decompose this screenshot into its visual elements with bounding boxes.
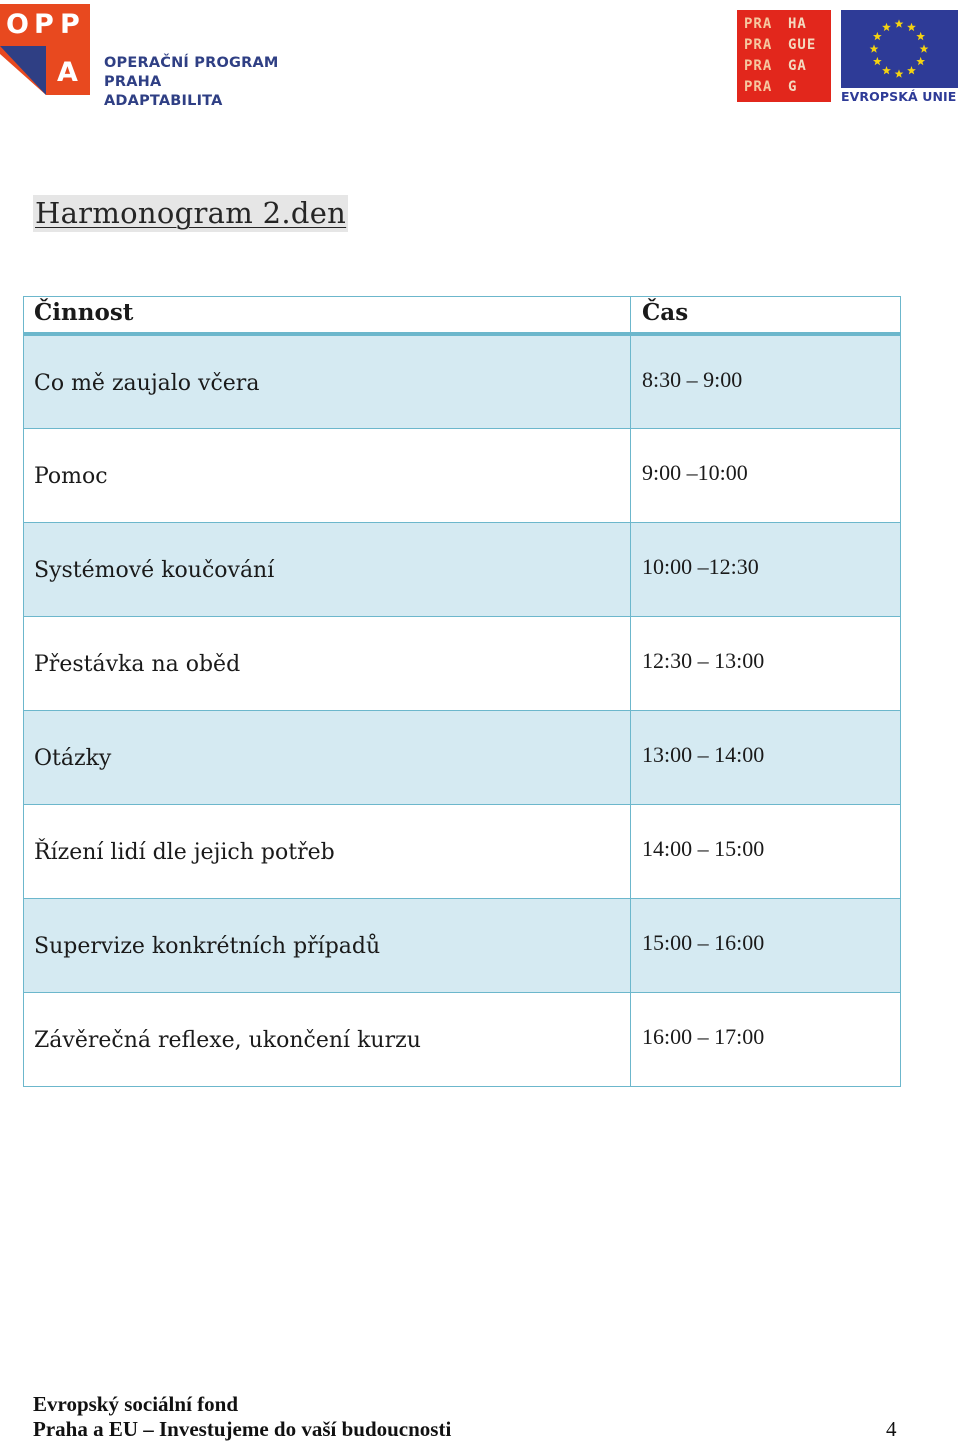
time-cell: 16:00 – 17:00 [631, 992, 901, 1086]
activity-cell: Řízení lidí dle jejich potřeb [24, 804, 631, 898]
eu-star-icon [916, 57, 925, 65]
table-row [24, 334, 901, 428]
eu-logo-caption: EVROPSKÁ UNIE [841, 89, 957, 104]
schedule-table [23, 296, 901, 1087]
time-cell: 8:30 – 9:00 [631, 334, 901, 428]
table-header-row [24, 297, 901, 335]
praha-logo-cell: PRA [744, 16, 773, 32]
eu-star-icon [873, 57, 882, 65]
footer-line2: Praha a EU – Investujeme do vaší budoucnosti [33, 1417, 452, 1441]
eu-star-icon [916, 32, 925, 40]
footer-line1: Evropský sociální fond [33, 1392, 239, 1416]
opp-logo-letter: P [60, 9, 80, 40]
eu-star-icon [873, 32, 882, 40]
opp-logo-line1: OPERAČNÍ PROGRAM PRAHA [104, 55, 279, 90]
page-title: Harmonogram 2.den [35, 196, 347, 230]
eu-star-icon [895, 19, 904, 27]
eu-star-icon [895, 69, 904, 77]
activity-cell: Pomoc [24, 428, 631, 522]
opp-logo-letter: A [57, 57, 78, 88]
opp-logo [0, 4, 330, 109]
eu-star-icon [907, 23, 916, 31]
eu-star-icon [882, 66, 891, 74]
praha-logo-cell: G [788, 79, 798, 95]
praha-logo-cell: PRA [744, 58, 773, 74]
eu-star-icon [920, 44, 929, 52]
praha-logo [737, 10, 831, 102]
header-activity: Činnost [24, 297, 631, 335]
opp-logo-letter: P [34, 9, 54, 40]
activity-cell: Přestávka na oběd [24, 616, 631, 710]
eu-flag [841, 10, 958, 88]
header-time: Čas [631, 297, 901, 335]
opp-logo-letter: O [6, 9, 29, 40]
praha-logo-cell: PRA [744, 37, 773, 53]
eu-star-icon [882, 23, 891, 31]
page-number: 4 [886, 1417, 897, 1441]
eu-stars-icon [841, 10, 958, 88]
table-row [24, 428, 901, 522]
opp-logo-text [104, 54, 330, 111]
eu-logo [841, 10, 958, 103]
table-row [24, 992, 901, 1086]
footer [33, 1392, 451, 1442]
praha-logo-cell: GUE [788, 37, 817, 53]
table-row [24, 616, 901, 710]
table-row [24, 710, 901, 804]
time-cell: 15:00 – 16:00 [631, 898, 901, 992]
praha-logo-cell: GA [788, 58, 807, 74]
activity-cell: Otázky [24, 710, 631, 804]
praha-logo-cell: PRA [744, 79, 773, 95]
time-cell: 9:00 –10:00 [631, 428, 901, 522]
table-row [24, 804, 901, 898]
eu-star-icon [907, 66, 916, 74]
time-cell: 14:00 – 15:00 [631, 804, 901, 898]
time-cell: 10:00 –12:30 [631, 522, 901, 616]
eu-star-icon [870, 44, 879, 52]
time-cell: 13:00 – 14:00 [631, 710, 901, 804]
praha-logo-cell: HA [788, 16, 807, 32]
activity-cell: Systémové koučování [24, 522, 631, 616]
activity-cell: Závěrečná reflexe, ukončení kurzu [24, 992, 631, 1086]
activity-cell: Co mě zaujalo včera [24, 334, 631, 428]
opp-logo-line2: ADAPTABILITA [104, 93, 223, 109]
activity-cell: Supervize konkrétních případů [24, 898, 631, 992]
table-row [24, 898, 901, 992]
time-cell: 12:30 – 13:00 [631, 616, 901, 710]
table-row [24, 522, 901, 616]
